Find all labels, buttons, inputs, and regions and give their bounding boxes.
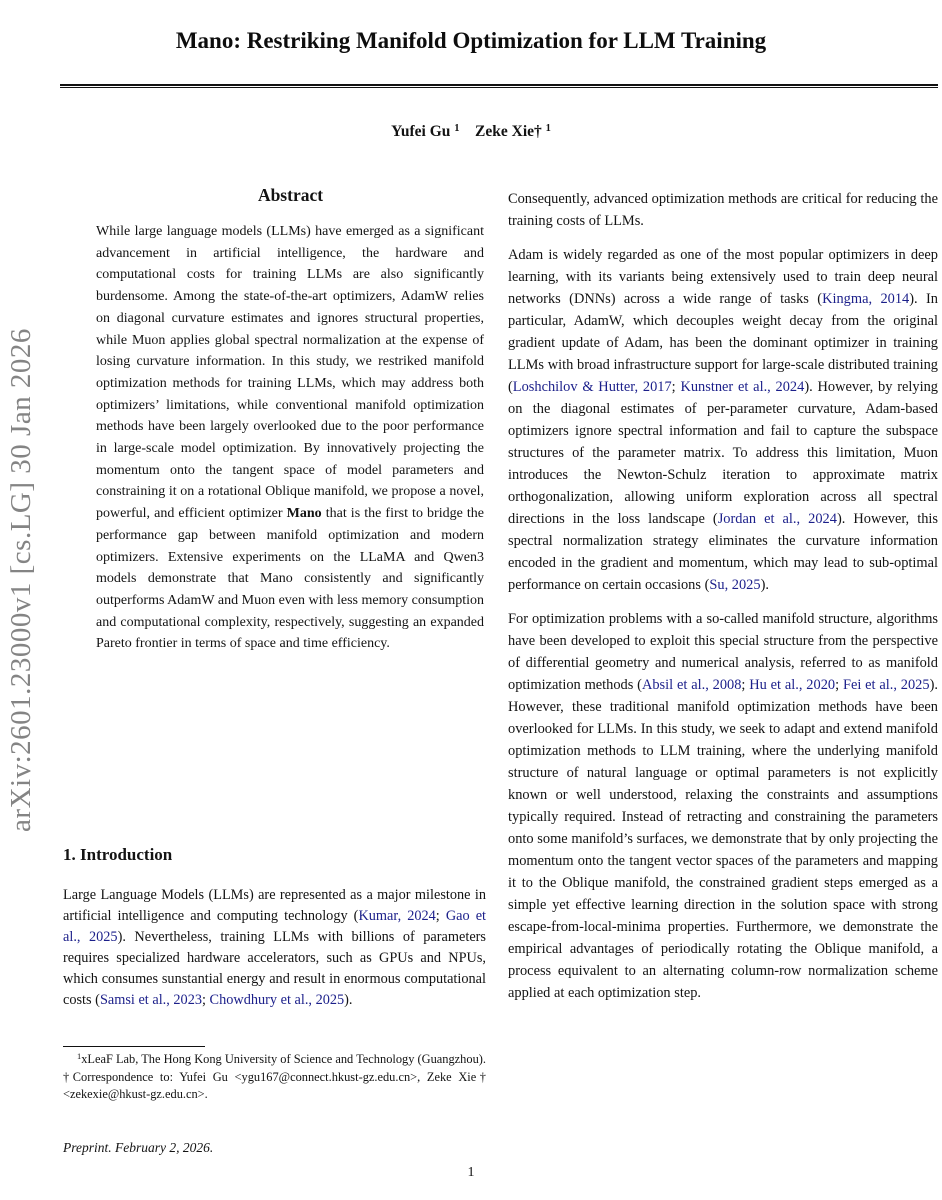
right-column-paragraph-3: For optimization problems with a so-called manifold structure, algorithms have been developed to exploit this special structure from the perspective of differential geometry and numerical analysis, referred to as manifold optimization methods (Absil et al., 2008; Hu et al., 2020; Fei et al., 2025). However, these traditional manifold optimization methods have been overlooked for LLMs. In this study, we seek to adapt and extend manifold optimization methods to LLM training, where the underlying manifold structure of natural language or optimal parameters is not explicitly known or well understood, relaxing the constraints and assumptions typically required. Instead of retracting and constraining the parameters onto some manifold’s surfaces, we demonstrate that by only projecting the momentum onto the tangent vector spaces of the parameters and mapping it to the Oblique manifold, the constrained gradient steps emerged as a simple yet effective learning direction in the solution space with strong escape-from-local-minima properties. Furthermore, we demonstrate the empirical advantages of periodically rotating the Oblique manifold, a process equivalent to an alternating column-row normalization scheme applied at each optimization step.: [508, 611, 938, 1001]
citation-link[interactable]: Jordan et al., 2024: [717, 511, 837, 527]
author-line: Yufei Gu $^1$ Zeke Xie† $^1$: [391, 123, 551, 140]
right-column-paragraph-2: Adam is widely regarded as one of the most popular optimizers in deep learning, with its variants being extensively used to train deep neural networks (DNNs) across a wide range of tasks (Kingma, 2014). In particular, AdamW, which decouples weight decay from the original gradient update of Adam, has been the dominant optimizer in training LLMs with broad infrastructure support for large-scale distributed training (Loshchilov & Hutter, 2017; Kunstner et al., 2024). However, by relying on the diagonal estimates of per-parameter curvature, Adam-based optimizers ignore spectral information and fail to capture the subspace structures of the parameter matrix. To address this limitation, Muon introduces the Newton-Schulz iteration to approximate matrix orthogonalization, allowing uniform exploration across all spectral directions in the loss landscape (Jordan et al., 2024). However, this spectral normalization strategy eliminates the curvature information encoded in the gradient and momentum, which may lead to sub-optimal performance on certain occasions (Su, 2025).: [508, 247, 939, 593]
title-rule: [60, 84, 938, 88]
abstract-heading: Abstract: [257, 185, 324, 205]
abstract-text: While large language models (LLMs) have emerged as a significant advancement in artificial intelligence, the hardware and computational costs for training LLMs are also significantly burdensome. Among the state-of-the-art optimizers, AdamW relies on diagonal curvature estimates and ignores structural properties, while Muon applies global spectral normalization at the expense of losing curvature information. In this study, we restriked manifold optimization methods for training LLMs, which may address both optimizers’ limitations, while conventional manifold optimization methods have been largely overlooked due to the poor performance in large-scale model optimization. By innovatively projecting the momentum onto the tangent space of model parameters and constraining it on a rotational Oblique manifold, we propose a novel, powerful, and efficient optimizer Mano that is the first to bridge the performance gap between manifold optimization and modern optimizers. Extensive experiments on the LLaMA and Qwen3 models demonstrate that Mano consistently and significantly outperforms AdamW and Muon even with less memory consumption and computational complexity, respectively, suggesting an expanded Pareto frontier in terms of space and time efficiency.: [96, 224, 484, 652]
citation-link[interactable]: Kunstner et al., 2024: [680, 379, 805, 395]
citation-link[interactable]: Fei et al., 2025: [842, 677, 930, 693]
right-column-paragraph-1: Consequently, advanced optimization methods are critical for reducing the training costs of LLMs.: [508, 191, 938, 229]
citation-link[interactable]: Chowdhury et al., 2025: [209, 992, 345, 1008]
footnote-rule: [63, 1046, 205, 1047]
citation-link[interactable]: Hu et al., 2020: [749, 677, 836, 693]
preprint-note: Preprint. February 2, 2026.: [63, 1140, 214, 1155]
footnote-text: $^1$xLeaF Lab, The Hong Kong University of Science and Technology (Guangzhou). †Correspondence to: Yufei Gu <ygu167@connect.hkust-gz.edu.cn>, Zeke Xie† <zekexie@hkust-gz.edu.cn>.: [63, 1051, 486, 1101]
paper-title: Mano: Restriking Manifold Optimization for LLM Training: [175, 28, 767, 53]
introduction-paragraph: Large Language Models (LLMs) are represented as a major milestone in artificial intelligence and computing technology (Kumar, 2024; Gao et al., 2025). Nevertheless, training LLMs with billions of parameters requires specialized hardware accelerators, such as GPUs and NPUs, which consumes sunstantial energy and result in enormous computational costs (Samsi et al., 2023; Chowdhury et al., 2025).: [63, 887, 487, 1008]
citation-link[interactable]: Su, 2025: [709, 577, 761, 593]
arxiv-watermark: arXiv:2601.23000v1 [cs.LG] 30 Jan 2026: [5, 328, 37, 832]
section-heading-introduction: 1. Introduction: [63, 845, 173, 864]
citation-link[interactable]: Kingma, 2014: [822, 291, 910, 307]
page-number: 1: [467, 1165, 475, 1180]
citation-link[interactable]: Loshchilov & Hutter, 2017: [512, 379, 672, 395]
citation-link[interactable]: Absil et al., 2008: [641, 677, 742, 693]
right-column: [508, 188, 938, 1016]
citation-link[interactable]: Samsi et al., 2023: [99, 992, 202, 1008]
citation-link[interactable]: Kumar, 2024: [358, 908, 436, 924]
citation-link[interactable]: Gao et al., 2025: [63, 908, 487, 945]
